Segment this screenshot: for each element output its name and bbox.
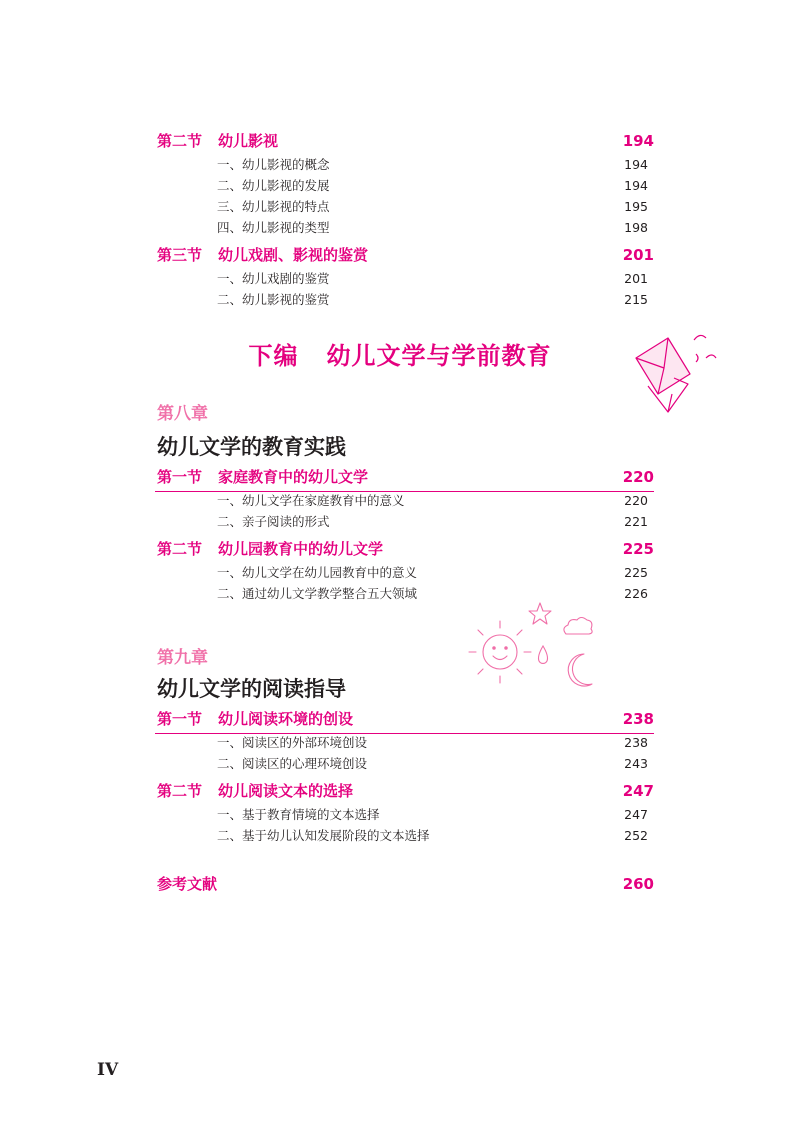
item-text: 二、亲子阅读的形式 [217, 514, 330, 529]
toc-item [0, 826, 800, 846]
item-text: 二、阅读区的心理环境创设 [217, 756, 368, 771]
item-page: 221 [624, 514, 648, 529]
moon-doodle-icon [560, 650, 596, 692]
toc-item [0, 269, 800, 289]
item-text: 一、幼儿戏剧的鉴赏 [217, 271, 330, 286]
section-label: 第二节 [157, 782, 203, 800]
item-page: 238 [624, 735, 648, 750]
chapter-label: 第九章 [157, 648, 208, 668]
toc-item [0, 176, 800, 196]
toc-section-heading [0, 780, 800, 802]
star-doodle-icon [526, 600, 554, 628]
toc-item [0, 491, 800, 511]
section-title: 幼儿影视 [218, 132, 279, 150]
page-number: IV [97, 1060, 119, 1080]
chapter-label: 第八章 [157, 404, 208, 424]
toc-item [0, 218, 800, 238]
chapter-title: 幼儿文学的教育实践 [157, 435, 346, 459]
item-text: 一、阅读区的外部环境创设 [217, 735, 368, 750]
references-label: 参考文献 [157, 875, 218, 893]
item-page: 247 [624, 807, 648, 822]
section-title: 幼儿园教育中的幼儿文学 [218, 540, 384, 558]
envelope-doodle-icon [628, 328, 724, 416]
toc-item [0, 563, 800, 583]
references-page: 260 [622, 875, 654, 893]
toc-item [0, 197, 800, 217]
section-label: 第一节 [157, 710, 203, 728]
item-page: 195 [624, 199, 648, 214]
item-text: 一、幼儿文学在幼儿园教育中的意义 [217, 565, 418, 580]
section-page: 220 [622, 468, 654, 486]
item-page: 194 [624, 157, 648, 172]
toc-item [0, 155, 800, 175]
section-page: 247 [622, 782, 654, 800]
chapter-title: 幼儿文学的阅读指导 [157, 677, 346, 701]
section-page: 194 [622, 132, 654, 150]
section-title: 幼儿阅读环境的创设 [218, 710, 354, 728]
item-page: 201 [624, 271, 648, 286]
raindrop-doodle-icon [536, 644, 550, 668]
toc-item [0, 584, 800, 604]
toc-section-heading [0, 244, 800, 266]
section-label: 第一节 [157, 468, 203, 486]
section-label: 第二节 [157, 540, 203, 558]
item-page: 225 [624, 565, 648, 580]
item-page: 252 [624, 828, 648, 843]
item-page: 194 [624, 178, 648, 193]
section-title: 家庭教育中的幼儿文学 [218, 468, 369, 486]
item-page: 243 [624, 756, 648, 771]
toc-section-heading [0, 130, 800, 152]
item-text: 一、幼儿文学在家庭教育中的意义 [217, 493, 405, 508]
item-text: 一、基于教育情境的文本选择 [217, 807, 380, 822]
toc-section-heading [0, 466, 800, 488]
item-text: 四、幼儿影视的类型 [217, 220, 330, 235]
toc-section-heading [0, 538, 800, 560]
part-title-text: 幼儿文学与学前教育 [326, 342, 552, 370]
toc-item [0, 512, 800, 532]
toc-section-heading [0, 708, 800, 730]
item-page: 220 [624, 493, 648, 508]
section-page: 238 [622, 710, 654, 728]
item-page: 215 [624, 292, 648, 307]
toc-references [0, 873, 800, 895]
cloud-doodle-icon [560, 614, 596, 638]
part-label: 下编 [248, 342, 299, 370]
item-text: 三、幼儿影视的特点 [217, 199, 330, 214]
item-text: 二、通过幼儿文学教学整合五大领域 [217, 586, 418, 601]
item-text: 二、基于幼儿认知发展阶段的文本选择 [217, 828, 430, 843]
item-page: 226 [624, 586, 648, 601]
section-page: 201 [622, 246, 654, 264]
section-title: 幼儿戏剧、影视的鉴赏 [218, 246, 369, 264]
section-title: 幼儿阅读文本的选择 [218, 782, 354, 800]
item-text: 二、幼儿影视的发展 [217, 178, 330, 193]
toc-item [0, 754, 800, 774]
item-text: 一、幼儿影视的概念 [217, 157, 330, 172]
item-page: 198 [624, 220, 648, 235]
section-label: 第三节 [157, 246, 203, 264]
section-page: 225 [622, 540, 654, 558]
toc-item [0, 290, 800, 310]
toc-item [0, 733, 800, 753]
item-text: 二、幼儿影视的鉴赏 [217, 292, 330, 307]
section-label: 第二节 [157, 132, 203, 150]
toc-item [0, 805, 800, 825]
